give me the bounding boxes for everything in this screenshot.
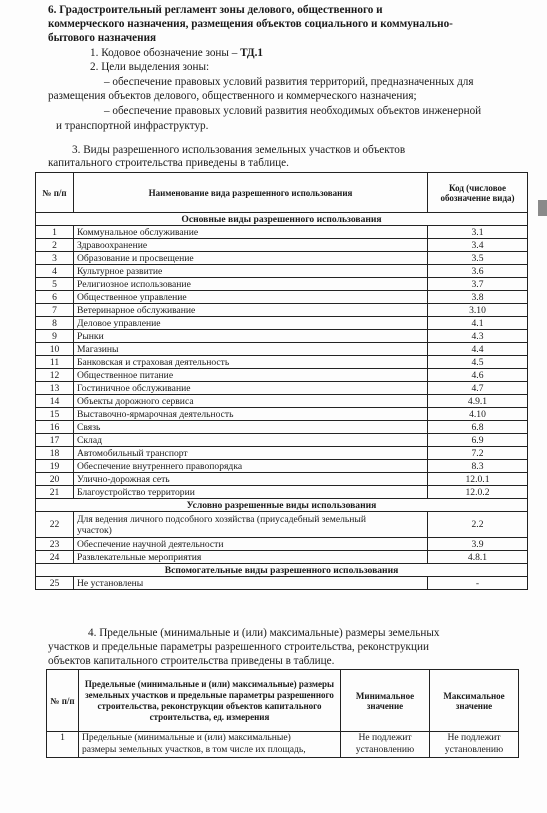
row-use-name (74, 473, 428, 486)
table-row (36, 395, 528, 408)
row-use-code: 6.9 (428, 434, 528, 447)
zone-code-value: ТД.1 (240, 47, 263, 59)
table-row (36, 317, 528, 330)
row-use-name (74, 343, 428, 356)
row-use-name-line2: участок) (77, 524, 112, 536)
row-use-name (74, 252, 428, 265)
row-use-name: Не установлены (74, 577, 428, 590)
table-row (36, 434, 528, 447)
row-use-name-text: Религиозное использование (77, 278, 191, 290)
table2-header-num: № п/п (47, 670, 79, 732)
row-use-name-text: Здравоохранение (77, 239, 148, 251)
main-uses-section-title: Основные виды разрешенного использования (36, 213, 528, 226)
section4-line2: участков и предельные параметры разрешенного строительства, реконструкции (48, 641, 429, 653)
parameters-table (46, 669, 519, 758)
row-number: 14 (36, 395, 74, 408)
table1-header-name: Наименование вида разрешенного использования (74, 173, 428, 213)
section4-line3: объектов капитального строительства приведены в таблице. (48, 655, 335, 667)
row-number: 5 (36, 278, 74, 291)
row-use-name-text: Образование и просвещение (77, 252, 194, 264)
row-use-name (74, 330, 428, 343)
row-number: 2 (36, 239, 74, 252)
row-min-value-line2: установлению (355, 744, 415, 755)
row-use-code: 3.1 (428, 226, 528, 239)
row-use-code: 3.5 (428, 252, 528, 265)
table-row (36, 239, 528, 252)
row-use-name-text: Банковская и страховая деятельность (77, 356, 230, 368)
row-use-name (74, 408, 428, 421)
row-use-code: 2.2 (428, 512, 528, 538)
table-row (36, 577, 528, 590)
table-row (36, 343, 528, 356)
table1-header-code: Код (числовое обозначение вида) (428, 173, 528, 213)
row-number: 23 (36, 538, 74, 551)
conditional-uses-section-row (36, 499, 528, 512)
table-row (36, 421, 528, 434)
zone-code-line (90, 47, 263, 60)
row-use-code: 4.10 (428, 408, 528, 421)
table-row (36, 408, 528, 421)
row-use-name (74, 226, 428, 239)
table1-header-row (36, 173, 528, 213)
section6-title-line1: 6. Градостроительный регламент зоны делового, общественного и (48, 4, 383, 16)
row-use-code: 4.9.1 (428, 395, 528, 408)
row-use-name: Развлекательные мероприятия (74, 551, 428, 564)
section6-title-line2: коммерческого назначения, размещения объектов социального и коммунально- (48, 18, 453, 30)
row-use-code: 3.6 (428, 265, 528, 278)
table2-header-name: Предельные (минимальные и (или) максимальные) размеры земельных участков и предельные параметры разрешенного строительства, реконструкции объектов капитального строительства, ед. измерения (79, 670, 341, 732)
row-use-name-text: Рынки (77, 330, 104, 342)
row-use-code: 4.6 (428, 369, 528, 382)
row-number: 4 (36, 265, 74, 278)
table-row (36, 356, 528, 369)
row-number: 11 (36, 356, 74, 369)
row-use-name-text: Склад (77, 434, 102, 446)
row-number: 12 (36, 369, 74, 382)
row-number: 8 (36, 317, 74, 330)
row-use-name (74, 395, 428, 408)
row-use-name (74, 356, 428, 369)
table-row (36, 278, 528, 291)
section3-line2: капитального строительства приведены в таблице. (48, 157, 289, 169)
row-use-name: Обеспечение научной деятельности (74, 538, 428, 551)
row-use-name-text: Магазины (77, 343, 119, 355)
row-use-code: - (428, 577, 528, 590)
row-max-value-line1: Не подлежит (447, 732, 501, 743)
row-number: 16 (36, 421, 74, 434)
table-row (36, 486, 528, 499)
row-use-name (74, 434, 428, 447)
main-uses-section-row (36, 213, 528, 226)
row-use-code: 4.1 (428, 317, 528, 330)
row-parameter-name-line2: размеры земельных участков, в том числе их площадь, (82, 744, 306, 755)
row-number: 7 (36, 304, 74, 317)
row-number: 17 (36, 434, 74, 447)
row-use-name (74, 512, 428, 538)
table1-header-num: № п/п (36, 173, 74, 213)
row-use-code: 4.8.1 (428, 551, 528, 564)
zone-goals-heading: 2. Цели выделения зоны: (90, 61, 210, 73)
row-number: 25 (36, 577, 74, 590)
row-number: 1 (47, 732, 79, 758)
table-row (36, 369, 528, 382)
row-use-name (74, 382, 428, 395)
row-use-code: 3.7 (428, 278, 528, 291)
row-use-name-text: Коммунальное обслуживание (77, 226, 199, 238)
row-use-name (74, 239, 428, 252)
row-number: 21 (36, 486, 74, 499)
auxiliary-uses-section-row (36, 564, 528, 577)
row-number: 22 (36, 512, 74, 538)
row-number: 13 (36, 382, 74, 395)
table-row (36, 538, 528, 551)
permitted-use-table (35, 172, 528, 590)
row-use-code: 7.2 (428, 447, 528, 460)
row-use-name-text: Объекты дорожного сервиса (77, 395, 194, 407)
row-number: 1 (36, 226, 74, 239)
row-number: 15 (36, 408, 74, 421)
row-parameter-name (79, 732, 341, 758)
row-use-name (74, 291, 428, 304)
row-use-name-text: Ветеринарное обслуживание (77, 304, 196, 316)
row-number: 19 (36, 460, 74, 473)
table-row (36, 330, 528, 343)
row-use-code: 8.3 (428, 460, 528, 473)
row-max-value (430, 732, 519, 758)
row-use-name-text: Гостиничное обслуживание (77, 382, 191, 394)
table2-header-row (47, 670, 519, 732)
table-row (36, 265, 528, 278)
table2-header-max: Максимальное значение (430, 670, 519, 732)
row-use-code: 4.3 (428, 330, 528, 343)
goal1-line2: размещения объектов делового, общественного и коммерческого назначения; (48, 90, 417, 102)
table-row (47, 732, 519, 758)
row-use-name-text: Деловое управление (77, 317, 161, 329)
row-use-name-text: Связь (77, 421, 101, 433)
table-row (36, 291, 528, 304)
scan-edge-mark (538, 200, 547, 216)
table-row (36, 473, 528, 486)
row-use-name (74, 304, 428, 317)
row-use-name-text: Культурное развитие (77, 265, 163, 277)
row-min-value-line1: Не подлежит (358, 732, 412, 743)
auxiliary-uses-section-title: Вспомогательные виды разрешенного использования (36, 564, 528, 577)
row-number: 20 (36, 473, 74, 486)
row-use-name (74, 265, 428, 278)
row-use-name-text: Общественное питание (77, 369, 174, 381)
table-row (36, 226, 528, 239)
row-use-name-text: Благоустройство территории (77, 486, 195, 498)
row-parameter-name-line1: Предельные (минимальные и (или) максимальные) (82, 732, 291, 743)
table-row (36, 447, 528, 460)
row-use-name-text: Обеспечение внутреннего правопорядка (77, 460, 243, 472)
section3-line1: 3. Виды разрешенного использования земельных участков и объектов (72, 144, 406, 156)
goal1-line1: – обеспечение правовых условий развития территорий, предназначенных для (104, 76, 474, 88)
row-use-code: 3.4 (428, 239, 528, 252)
row-use-code: 12.0.2 (428, 486, 528, 499)
table-row (36, 252, 528, 265)
row-use-code: 4.5 (428, 356, 528, 369)
row-min-value (341, 732, 430, 758)
row-number: 3 (36, 252, 74, 265)
row-use-name-line1: Для ведения личного подсобного хозяйства (приусадебный земельный (77, 513, 366, 525)
row-number: 10 (36, 343, 74, 356)
table-row (36, 382, 528, 395)
row-use-name (74, 369, 428, 382)
row-use-name-text: Автомобильный транспорт (77, 447, 188, 459)
table-row (36, 460, 528, 473)
goal2-line2: и транспортной инфраструктур. (56, 120, 209, 132)
table-row (36, 512, 528, 538)
row-number: 24 (36, 551, 74, 564)
row-use-code: 3.8 (428, 291, 528, 304)
conditional-uses-section-title: Условно разрешенные виды использования (36, 499, 528, 512)
row-use-name (74, 317, 428, 330)
zone-code-label: 1. Кодовое обозначение зоны – (90, 47, 241, 59)
table-row (36, 304, 528, 317)
row-use-code: 4.4 (428, 343, 528, 356)
goal2-line1: – обеспечение правовых условий развития необходимых объектов инженерной (104, 105, 482, 117)
row-number: 6 (36, 291, 74, 304)
row-max-value-line2: установлению (444, 744, 504, 755)
row-use-name-text: Выставочно-ярмарочная деятельность (77, 408, 234, 420)
section4-line1: 4. Предельные (минимальные и (или) максимальные) размеры земельных (88, 627, 440, 639)
section6-title-line3: бытового назначения (48, 32, 157, 44)
row-use-code: 12.0.1 (428, 473, 528, 486)
table2-header-min: Минимальное значение (341, 670, 430, 732)
row-number: 9 (36, 330, 74, 343)
row-number: 18 (36, 447, 74, 460)
row-use-code: 4.7 (428, 382, 528, 395)
row-use-code: 6.8 (428, 421, 528, 434)
row-use-name (74, 460, 428, 473)
row-use-code: 3.9 (428, 538, 528, 551)
row-use-name (74, 486, 428, 499)
row-use-name (74, 278, 428, 291)
row-use-name (74, 447, 428, 460)
row-use-name-text: Улично-дорожная сеть (77, 473, 170, 485)
row-use-code: 3.10 (428, 304, 528, 317)
table-row (36, 551, 528, 564)
row-use-name-text: Общественное управление (77, 291, 187, 303)
row-use-name (74, 421, 428, 434)
